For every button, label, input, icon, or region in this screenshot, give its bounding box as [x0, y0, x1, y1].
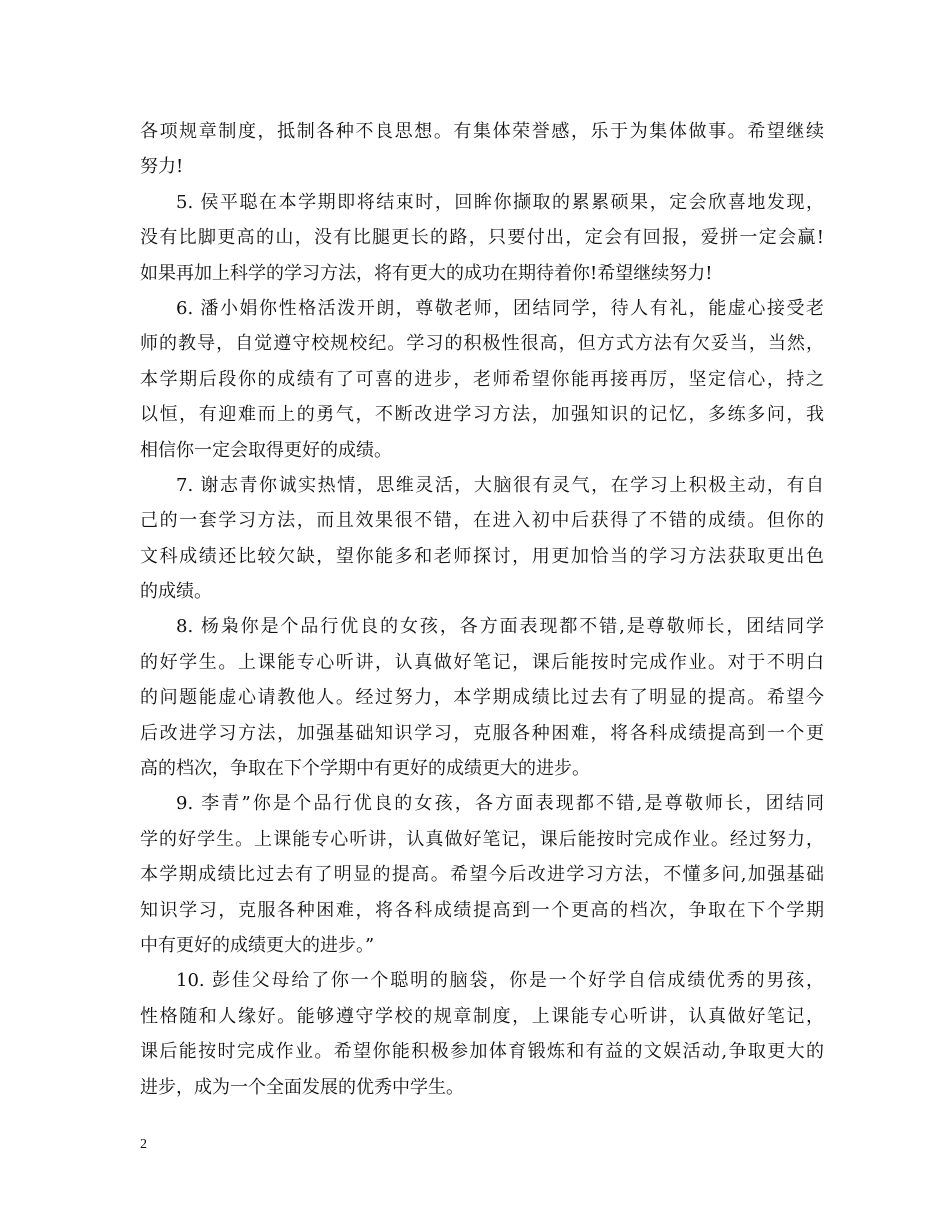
- text-line: 中有更好的成绩更大的进步。”: [140, 934, 375, 956]
- text-line: 相信你一定会取得更好的成绩。: [140, 439, 392, 461]
- text-line: 7. 谢志青你诚实热情，思维灵活，大脑很有灵气，在学习上积极主动，有自: [176, 474, 824, 496]
- text-line: 学的好学生。上课能专心听讲，认真做好笔记，课后能按时完成作业。经过努力，: [140, 828, 824, 850]
- text-line: 本学期后段你的成绩有了可喜的进步，老师希望你能再接再厉，坚定信心，持之: [140, 368, 824, 390]
- document-body: [140, 114, 824, 1105]
- text-line: 性格随和人缘好。能够遵守学校的规章制度，上课能专心听讲，认真做好笔记，: [140, 1005, 824, 1027]
- text-line: 6. 潘小娟你性格活泼开朗，尊敬老师，团结同学，待人有礼，能虚心接受老: [176, 297, 824, 319]
- text-line: 后改进学习方法，加强基础知识学习，克服各种困难，将各科成绩提高到一个更: [140, 722, 824, 744]
- text-line: 文科成绩还比较欠缺，望你能多和老师探讨，用更加恰当的学习方法获取更出色: [140, 545, 824, 567]
- text-line: 5. 侯平聪在本学期即将结束时，回眸你撷取的累累硕果，定会欣喜地发现，: [176, 191, 824, 213]
- text-line: 知识学习，克服各种困难，将各科成绩提高到一个更高的档次，争取在下个学期: [140, 899, 824, 921]
- text-line: 8. 杨枭你是个品行优良的女孩，各方面表现都不错,是尊敬师长，团结同学: [176, 616, 824, 638]
- text-line: 10. 彭佳父母给了你一个聪明的脑袋，你是一个好学自信成绩优秀的男孩，: [176, 970, 824, 992]
- text-line: 的好学生。上课能专心听讲，认真做好笔记，课后能按时完成作业。对于不明白: [140, 651, 824, 673]
- page-number: 2: [140, 1137, 147, 1152]
- text-line: 高的档次，争取在下个学期中有更好的成绩更大的进步。: [140, 758, 590, 780]
- text-line: 没有比脚更高的山，没有比腿更长的路，只要付出，定会有回报，爱拼一定会赢!: [140, 227, 824, 249]
- text-line: 己的一套学习方法，而且效果很不错，在进入初中后获得了不错的成绩。但你的: [140, 510, 824, 532]
- text-line: 9. 李青”你是个品行优良的女孩，各方面表现都不错,是尊敬师长，团结同: [176, 793, 824, 815]
- text-line: 师的教导，自觉遵守校规校纪。学习的积极性很高，但方式方法有欠妥当，当然，: [140, 333, 824, 355]
- text-line: 努力!: [140, 156, 184, 178]
- text-line: 各项规章制度，抵制各种不良思想。有集体荣誉感，乐于为集体做事。希望继续: [140, 121, 824, 142]
- text-line: 本学期成绩比过去有了明显的提高。希望今后改进学习方法，不懂多问,加强基础: [140, 864, 824, 886]
- text-line: 的成绩。: [140, 581, 212, 603]
- text-line: 以恒，有迎难而上的勇气，不断改进学习方法，加强知识的记忆，多练多问，我: [140, 404, 824, 426]
- text-line: 课后能按时完成作业。希望你能积极参加体育锻炼和有益的文娱活动,争取更大的: [140, 1041, 824, 1063]
- text-line: 的问题能虚心请教他人。经过努力，本学期成绩比过去有了明显的提高。希望今: [140, 687, 824, 709]
- text-line: 进步，成为一个全面发展的优秀中学生。: [140, 1076, 464, 1098]
- text-line: 如果再加上科学的学习方法，将有更大的成功在期待着你!希望继续努力!: [140, 262, 713, 284]
